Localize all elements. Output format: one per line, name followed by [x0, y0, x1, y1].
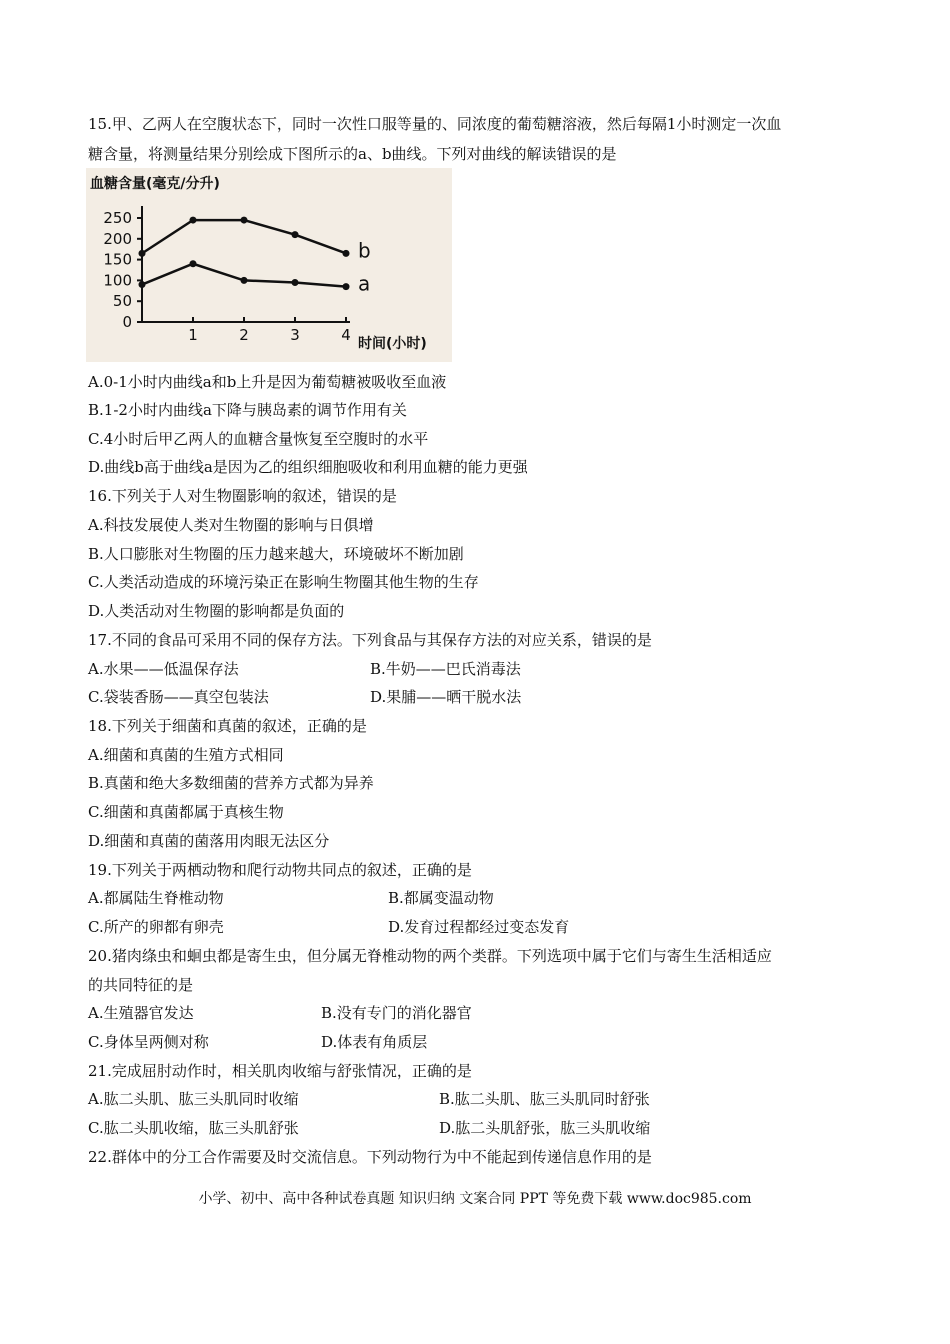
q16-option-a: A.科技发展使人类对生物圈的影响与日俱增 — [88, 516, 374, 534]
series-point-a — [139, 281, 146, 288]
q17-option-a: A.水果——低温保存法 — [88, 660, 239, 678]
q15-stem-line2: 糖含量，将测量结果分别绘成下图所示的a、b曲线。下列对曲线的解读错误的是 — [88, 145, 617, 163]
series-label-a: a — [358, 271, 371, 296]
q19-option-d: D.发育过程都经过变态发育 — [388, 918, 570, 936]
q20-option-c: C.身体呈两侧对称 — [88, 1033, 209, 1051]
q20-option-d: D.体表有角质层 — [321, 1033, 428, 1051]
q17-option-c: C.袋装香肠——真空包装法 — [88, 688, 269, 706]
q21-option-a: A.肱二头肌、肱三头肌同时收缩 — [88, 1090, 299, 1108]
q20-option-b: B.没有专门的消化器官 — [321, 1004, 472, 1022]
q17-option-d: D.果脯——晒干脱水法 — [370, 688, 522, 706]
series-point-a — [190, 260, 197, 267]
q16-option-d: D.人类活动对生物圈的影响都是负面的 — [88, 602, 345, 620]
series-point-a — [292, 279, 299, 286]
q18-stem: 18.下列关于细菌和真菌的叙述，正确的是 — [88, 717, 367, 735]
blood-sugar-chart-svg — [86, 168, 452, 362]
q20-option-a: A.生殖器官发达 — [88, 1004, 194, 1022]
q16-option-b: B.人口膨胀对生物圈的压力越来越大，环境破坏不断加剧 — [88, 545, 464, 563]
y-tick-label: 100 — [103, 271, 132, 290]
q20-stem-line1: 20.猪肉绦虫和蛔虫都是寄生虫，但分属无脊椎动物的两个类群。下列选项中属于它们与寄生生活相适应 — [88, 947, 772, 965]
q18-option-b: B.真菌和绝大多数细菌的营养方式都为异养 — [88, 774, 374, 792]
x-tick-label: 3 — [290, 326, 300, 344]
q19-option-c: C.所产的卵都有卵壳 — [88, 918, 224, 936]
x-tick-label: 4 — [341, 326, 351, 344]
series-point-b — [292, 231, 299, 238]
blood-sugar-chart — [86, 168, 452, 362]
q16-option-c: C.人类活动造成的环境污染正在影响生物圈其他生物的生存 — [88, 573, 479, 591]
q15-option-c: C.4小时后甲乙两人的血糖含量恢复至空腹时的水平 — [88, 430, 429, 448]
y-tick-label: 150 — [103, 250, 132, 269]
y-tick-label: 200 — [103, 229, 132, 248]
x-tick-label: 1 — [188, 326, 198, 344]
q15-option-b: B.1-2小时内曲线a下降与胰岛素的调节作用有关 — [88, 401, 407, 419]
series-point-b — [241, 217, 248, 224]
q20-stem-line2: 的共同特征的是 — [88, 976, 194, 994]
q21-stem: 21.完成屈肘动作时，相关肌肉收缩与舒张情况，正确的是 — [88, 1062, 472, 1080]
q17-stem: 17.不同的食品可采用不同的保存方法。下列食品与其保存方法的对应关系，错误的是 — [88, 631, 652, 649]
y-tick-label: 0 — [122, 313, 132, 331]
q16-stem: 16.下列关于人对生物圈影响的叙述，错误的是 — [88, 487, 397, 505]
q15-option-a: A.0-1小时内曲线a和b上升是因为葡萄糖被吸收至血液 — [88, 373, 447, 391]
x-tick-label: 2 — [239, 326, 249, 344]
q18-option-c: C.细菌和真菌都属于真核生物 — [88, 803, 284, 821]
series-label-b: b — [358, 238, 371, 263]
chart-xlabel: 时间(小时) — [358, 336, 427, 352]
series-point-b — [343, 250, 350, 257]
q18-option-a: A.细菌和真菌的生殖方式相同 — [88, 746, 284, 764]
y-tick-label: 250 — [103, 209, 132, 227]
series-point-a — [241, 277, 248, 284]
q22-stem: 22.群体中的分工合作需要及时交流信息。下列动物行为中不能起到传递信息作用的是 — [88, 1148, 652, 1166]
q15-option-d: D.曲线b高于曲线a是因为乙的组织细胞吸收和利用血糖的能力更强 — [88, 458, 528, 476]
series-point-a — [343, 283, 350, 290]
q21-option-b: B.肱二头肌、肱三头肌同时舒张 — [439, 1090, 650, 1108]
q18-option-d: D.细菌和真菌的菌落用肉眼无法区分 — [88, 832, 330, 850]
y-tick-label: 50 — [112, 292, 132, 311]
q21-option-c: C.肱二头肌收缩，肱三头肌舒张 — [88, 1119, 299, 1137]
q17-option-b: B.牛奶——巴氏消毒法 — [370, 660, 521, 678]
series-point-b — [139, 250, 146, 257]
q15-stem-line1: 15.甲、乙两人在空腹状态下，同时一次性口服等量的、同浓度的葡萄糖溶液，然后每隔1小时测定一次血 — [88, 115, 782, 133]
q19-option-a: A.都属陆生脊椎动物 — [88, 889, 224, 907]
q19-option-b: B.都属变温动物 — [388, 889, 494, 907]
chart-ylabel: 血糖含量(毫克/分升) — [90, 176, 220, 192]
series-line-b — [142, 220, 346, 253]
q19-stem: 19.下列关于两栖动物和爬行动物共同点的叙述，正确的是 — [88, 861, 472, 879]
page-footer: 小学、初中、高中各种试卷真题 知识归纳 文案合同 PPT 等免费下载 www.doc985.com — [198, 1191, 752, 1207]
q21-option-d: D.肱二头肌舒张，肱三头肌收缩 — [439, 1119, 651, 1137]
series-point-b — [190, 217, 197, 224]
